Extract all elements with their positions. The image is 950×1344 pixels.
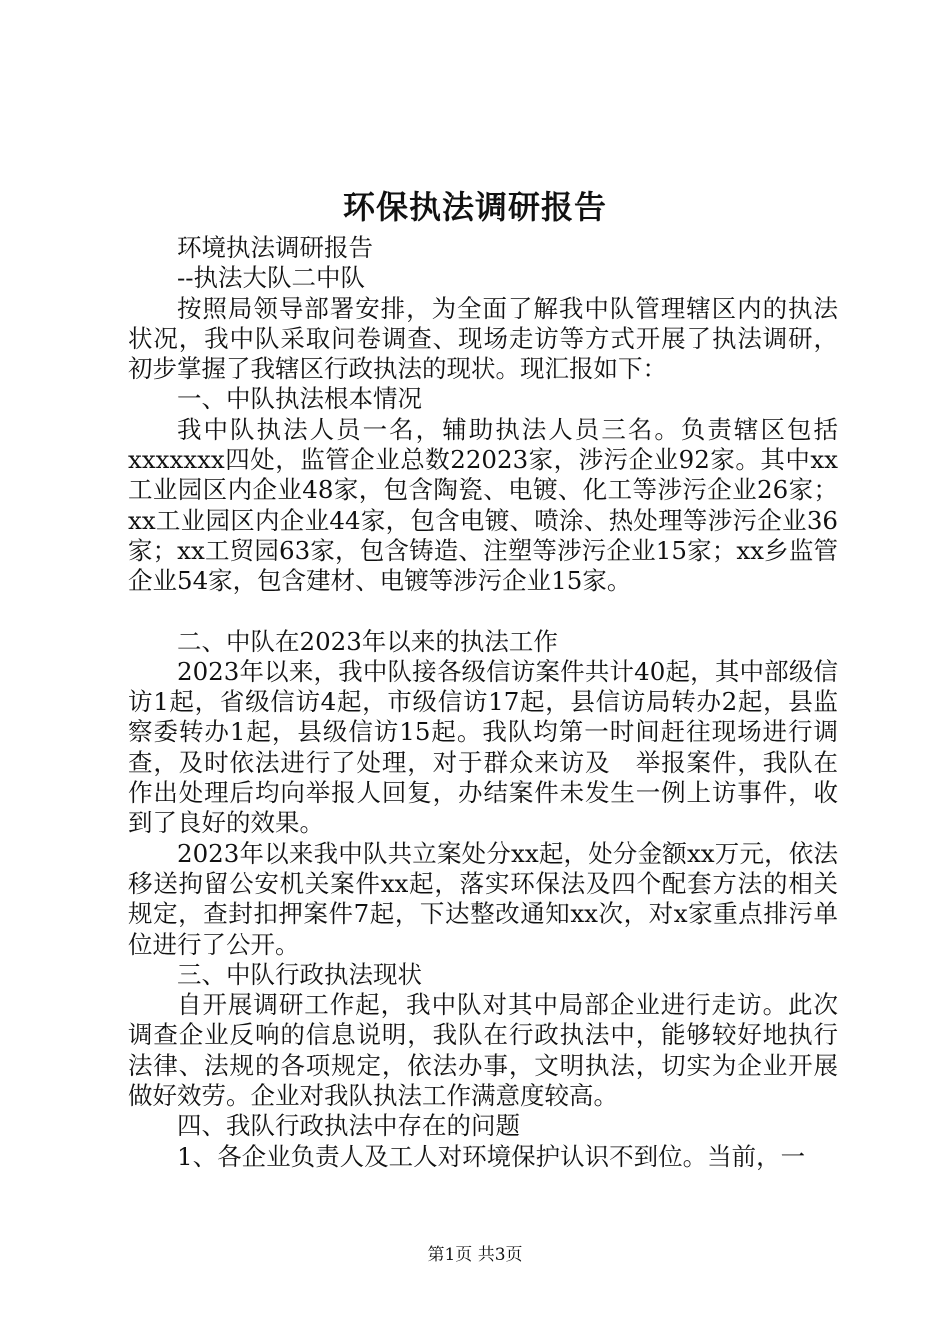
section-1-paragraph: 我中队执法人员一名，辅助执法人员三名。负责辖区包括xxxxxxx四处，监管企业总数22023家，涉污企业92家。其中xx工业园区内企业48家，包含陶瓷、电镀、化工等涉污企业26家；xx工业园区内企业44家，包含电镀、喷涂、热处理等涉污企业36家；xx工贸园63家，包含铸造、注塑等涉污企业15家；xx乡监管企业54家，包含建材、电镀等涉污企业15家。 — [128, 414, 838, 596]
intro-paragraph: 按照局领导部署安排，为全面了解我中队管理辖区内的执法状况，我中队采取问卷调查、现场走访等方式开展了执法调研，初步掌握了我辖区行政执法的现状。现汇报如下： — [128, 293, 838, 384]
section-2-paragraph-1: 2023年以来，我中队接各级信访案件共计40起，其中部级信访1起，省级信访4起，市级信访17起，县信访局转办2起，县监察委转办1起，县级信访15起。我队均第一时间赶往现场进行调查，及时依法进行了处理，对于群众来访及 举报案件，我队在作出处理后均向举报人回复，办结案件未发生一例上访事件，收到了良好的效果。 — [128, 656, 838, 838]
section-heading-2: 二、中队在2023年以来的执法工作 — [177, 626, 558, 656]
document-title: 环保执法调研报告 — [342, 188, 607, 226]
section-3-paragraph: 自开展调研工作起，我中队对其中局部企业进行走访。此次调查企业反响的信息说明，我队在行政执法中，能够较好地执行法律、法规的各项规定，依法办事，文明执法，切实为企业开展做好效劳。企业对我队执法工作满意度较高。 — [128, 990, 838, 1111]
subtitle-paragraph: 环境执法调研报告 — [177, 233, 373, 262]
section-heading-3: 三、中队行政执法现状 — [177, 959, 422, 989]
paragraph-gap — [128, 597, 838, 627]
section-heading-1: 一、中队执法根本情况 — [177, 384, 422, 414]
section-heading-4: 四、我队行政执法中存在的问题 — [177, 1111, 520, 1141]
page-footer: 第1页 共3页 — [427, 1245, 523, 1265]
section-4-paragraph: 1、各企业负责人及工人对环境保护认识不到位。当前，一 — [177, 1141, 806, 1171]
document-body — [128, 233, 838, 1172]
author-paragraph: --执法大队二中队 — [177, 263, 366, 293]
section-2-paragraph-2: 2023年以来我中队共立案处分xx起，处分金额xx万元，依法移送拘留公安机关案件xx起，落实环保法及四个配套方法的相关规定，查封扣押案件7起，下达整改通知xx次，对x家重点排污单位进行了公开。 — [128, 838, 838, 959]
